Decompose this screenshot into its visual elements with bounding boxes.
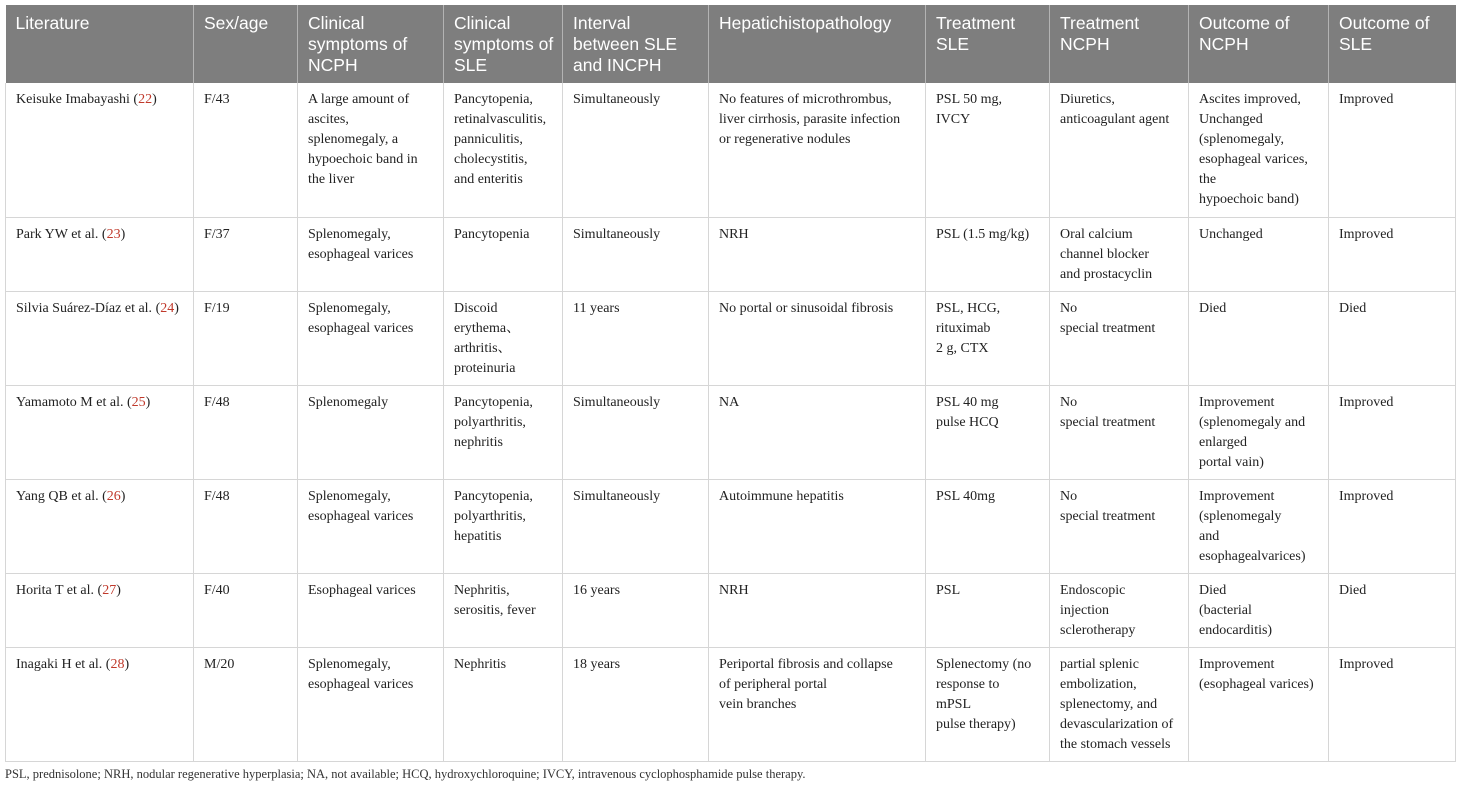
ncph-symptoms-cell: Splenomegaly, esophageal varices — [298, 479, 444, 573]
header-literature: Literature — [6, 5, 194, 83]
literature-review-table — [5, 5, 1456, 762]
treatment-ncph-cell: partial splenic embolization, splenectomy, and devascularization of the stomach vessels — [1050, 647, 1189, 761]
header-treatment-sle: Treatment SLE — [926, 5, 1050, 83]
treatment-ncph-cell: No special treatment — [1050, 385, 1189, 479]
reference-link[interactable]: 25 — [131, 394, 146, 410]
header-ncph-symptoms: Clinical symptoms of NCPH — [298, 5, 444, 83]
sle-symptoms-cell: Pancytopenia, polyarthritis, nephritis — [444, 385, 563, 479]
literature-cell: Silvia Suárez-Díaz et al. (24) — [6, 291, 194, 385]
author-name: Yamamoto M et al. — [16, 394, 124, 410]
literature-cell: Yang QB et al. (26) — [6, 479, 194, 573]
treatment-sle-cell: PSL — [926, 573, 1050, 647]
interval-cell: Simultaneously — [563, 479, 709, 573]
sex-age-cell: F/43 — [194, 83, 298, 217]
sle-symptoms-cell: Pancytopenia — [444, 217, 563, 291]
table-row — [6, 83, 1456, 217]
treatment-sle-cell: PSL 40 mg pulse HCQ — [926, 385, 1050, 479]
treatment-ncph-cell: Endoscopic injection sclerotherapy — [1050, 573, 1189, 647]
reference-link[interactable]: 23 — [106, 226, 121, 242]
table-row — [6, 479, 1456, 573]
ncph-symptoms-cell: Splenomegaly, esophageal varices — [298, 217, 444, 291]
author-name: Horita T et al. — [16, 582, 95, 598]
header-outcome-sle: Outcome of SLE — [1329, 5, 1456, 83]
histopathology-cell: Periportal fibrosis and collapse of peripheral portal vein branches — [709, 647, 926, 761]
sex-age-cell: M/20 — [194, 647, 298, 761]
author-name: Inagaki H et al. — [16, 656, 103, 672]
reference-link[interactable]: 28 — [110, 656, 125, 672]
header-outcome-ncph: Outcome of NCPH — [1189, 5, 1329, 83]
interval-cell: Simultaneously — [563, 385, 709, 479]
outcome-ncph-cell: Improvement (splenomegaly and enlarged portal vain) — [1189, 385, 1329, 479]
outcome-sle-cell: Improved — [1329, 83, 1456, 217]
treatment-ncph-cell: No special treatment — [1050, 479, 1189, 573]
sex-age-cell: F/48 — [194, 385, 298, 479]
literature-table-container — [5, 5, 1455, 762]
sex-age-cell: F/19 — [194, 291, 298, 385]
header-interval: Interval between SLE and INCPH — [563, 5, 709, 83]
literature-cell: Inagaki H et al. (28) — [6, 647, 194, 761]
interval-cell: 16 years — [563, 573, 709, 647]
treatment-sle-cell: PSL (1.5 mg/kg) — [926, 217, 1050, 291]
header-treatment-ncph: Treatment NCPH — [1050, 5, 1189, 83]
table-header-row — [6, 5, 1456, 83]
sex-age-cell: F/37 — [194, 217, 298, 291]
sle-symptoms-cell: Discoid erythema、 arthritis、 proteinuria — [444, 291, 563, 385]
treatment-ncph-cell: Oral calcium channel blocker and prostacyclin — [1050, 217, 1189, 291]
literature-cell: Horita T et al. (27) — [6, 573, 194, 647]
outcome-ncph-cell: Improvement (esophageal varices) — [1189, 647, 1329, 761]
sle-symptoms-cell: Pancytopenia, polyarthritis, hepatitis — [444, 479, 563, 573]
histopathology-cell: Autoimmune hepatitis — [709, 479, 926, 573]
ncph-symptoms-cell: Splenomegaly — [298, 385, 444, 479]
outcome-sle-cell: Improved — [1329, 647, 1456, 761]
header-sex-age: Sex/age — [194, 5, 298, 83]
sle-symptoms-cell: Pancytopenia, retinalvasculitis, panniculitis, cholecystitis, and enteritis — [444, 83, 563, 217]
outcome-ncph-cell: Unchanged — [1189, 217, 1329, 291]
sex-age-cell: F/40 — [194, 573, 298, 647]
outcome-ncph-cell: Improvement (splenomegaly and esophagealvarices) — [1189, 479, 1329, 573]
outcome-sle-cell: Died — [1329, 573, 1456, 647]
reference-link[interactable]: 26 — [106, 488, 121, 504]
table-row — [6, 217, 1456, 291]
author-name: Park YW et al. — [16, 226, 99, 242]
author-name: Yang QB et al. — [16, 488, 99, 504]
table-row — [6, 647, 1456, 761]
outcome-ncph-cell: Died (bacterial endocarditis) — [1189, 573, 1329, 647]
reference-link[interactable]: 27 — [102, 582, 117, 598]
reference-link[interactable]: 22 — [138, 92, 153, 107]
sex-age-cell: F/48 — [194, 479, 298, 573]
histopathology-cell: No features of microthrombus, liver cirrhosis, parasite infection or regenerative nodules — [709, 83, 926, 217]
author-name: Keisuke Imabayashi — [16, 92, 130, 107]
treatment-sle-cell: PSL 50 mg, IVCY — [926, 83, 1050, 217]
literature-cell: Yamamoto M et al. (25) — [6, 385, 194, 479]
histopathology-cell: No portal or sinusoidal fibrosis — [709, 291, 926, 385]
header-histopathology: Hepatichistopathology — [709, 5, 926, 83]
outcome-ncph-cell: Ascites improved, Unchanged (splenomegaly, esophageal varices, the hypoechoic band) — [1189, 83, 1329, 217]
table-row — [6, 573, 1456, 647]
treatment-sle-cell: PSL, HCG, rituximab 2 g, CTX — [926, 291, 1050, 385]
histopathology-cell: NRH — [709, 573, 926, 647]
interval-cell: 18 years — [563, 647, 709, 761]
outcome-sle-cell: Died — [1329, 291, 1456, 385]
interval-cell: Simultaneously — [563, 217, 709, 291]
interval-cell: 11 years — [563, 291, 709, 385]
ncph-symptoms-cell: Esophageal varices — [298, 573, 444, 647]
reference-link[interactable]: 24 — [160, 300, 175, 316]
header-sle-symptoms: Clinical symptoms of SLE — [444, 5, 563, 83]
interval-cell: Simultaneously — [563, 83, 709, 217]
sle-symptoms-cell: Nephritis, serositis, fever — [444, 573, 563, 647]
ncph-symptoms-cell: A large amount of ascites, splenomegaly, a hypoechoic band in the liver — [298, 83, 444, 217]
histopathology-cell: NA — [709, 385, 926, 479]
author-name: Silvia Suárez-Díaz et al. — [16, 300, 153, 316]
literature-cell: Park YW et al. (23) — [6, 217, 194, 291]
table-row — [6, 385, 1456, 479]
outcome-sle-cell: Improved — [1329, 385, 1456, 479]
table-footnote: PSL, prednisolone; NRH, nodular regenerative hyperplasia; NA, not available; HCQ, hydroxychloroquine; IVCY, intravenous cyclophosphamide pulse therapy. — [5, 767, 806, 781]
ncph-symptoms-cell: Splenomegaly, esophageal varices — [298, 647, 444, 761]
outcome-sle-cell: Improved — [1329, 479, 1456, 573]
literature-cell: Keisuke Imabayashi (22) — [6, 83, 194, 217]
sle-symptoms-cell: Nephritis — [444, 647, 563, 761]
outcome-ncph-cell: Died — [1189, 291, 1329, 385]
table-row — [6, 291, 1456, 385]
treatment-sle-cell: Splenectomy (no response to mPSL pulse therapy) — [926, 647, 1050, 761]
treatment-sle-cell: PSL 40mg — [926, 479, 1050, 573]
treatment-ncph-cell: No special treatment — [1050, 291, 1189, 385]
treatment-ncph-cell: Diuretics, anticoagulant agent — [1050, 83, 1189, 217]
ncph-symptoms-cell: Splenomegaly, esophageal varices — [298, 291, 444, 385]
histopathology-cell: NRH — [709, 217, 926, 291]
outcome-sle-cell: Improved — [1329, 217, 1456, 291]
